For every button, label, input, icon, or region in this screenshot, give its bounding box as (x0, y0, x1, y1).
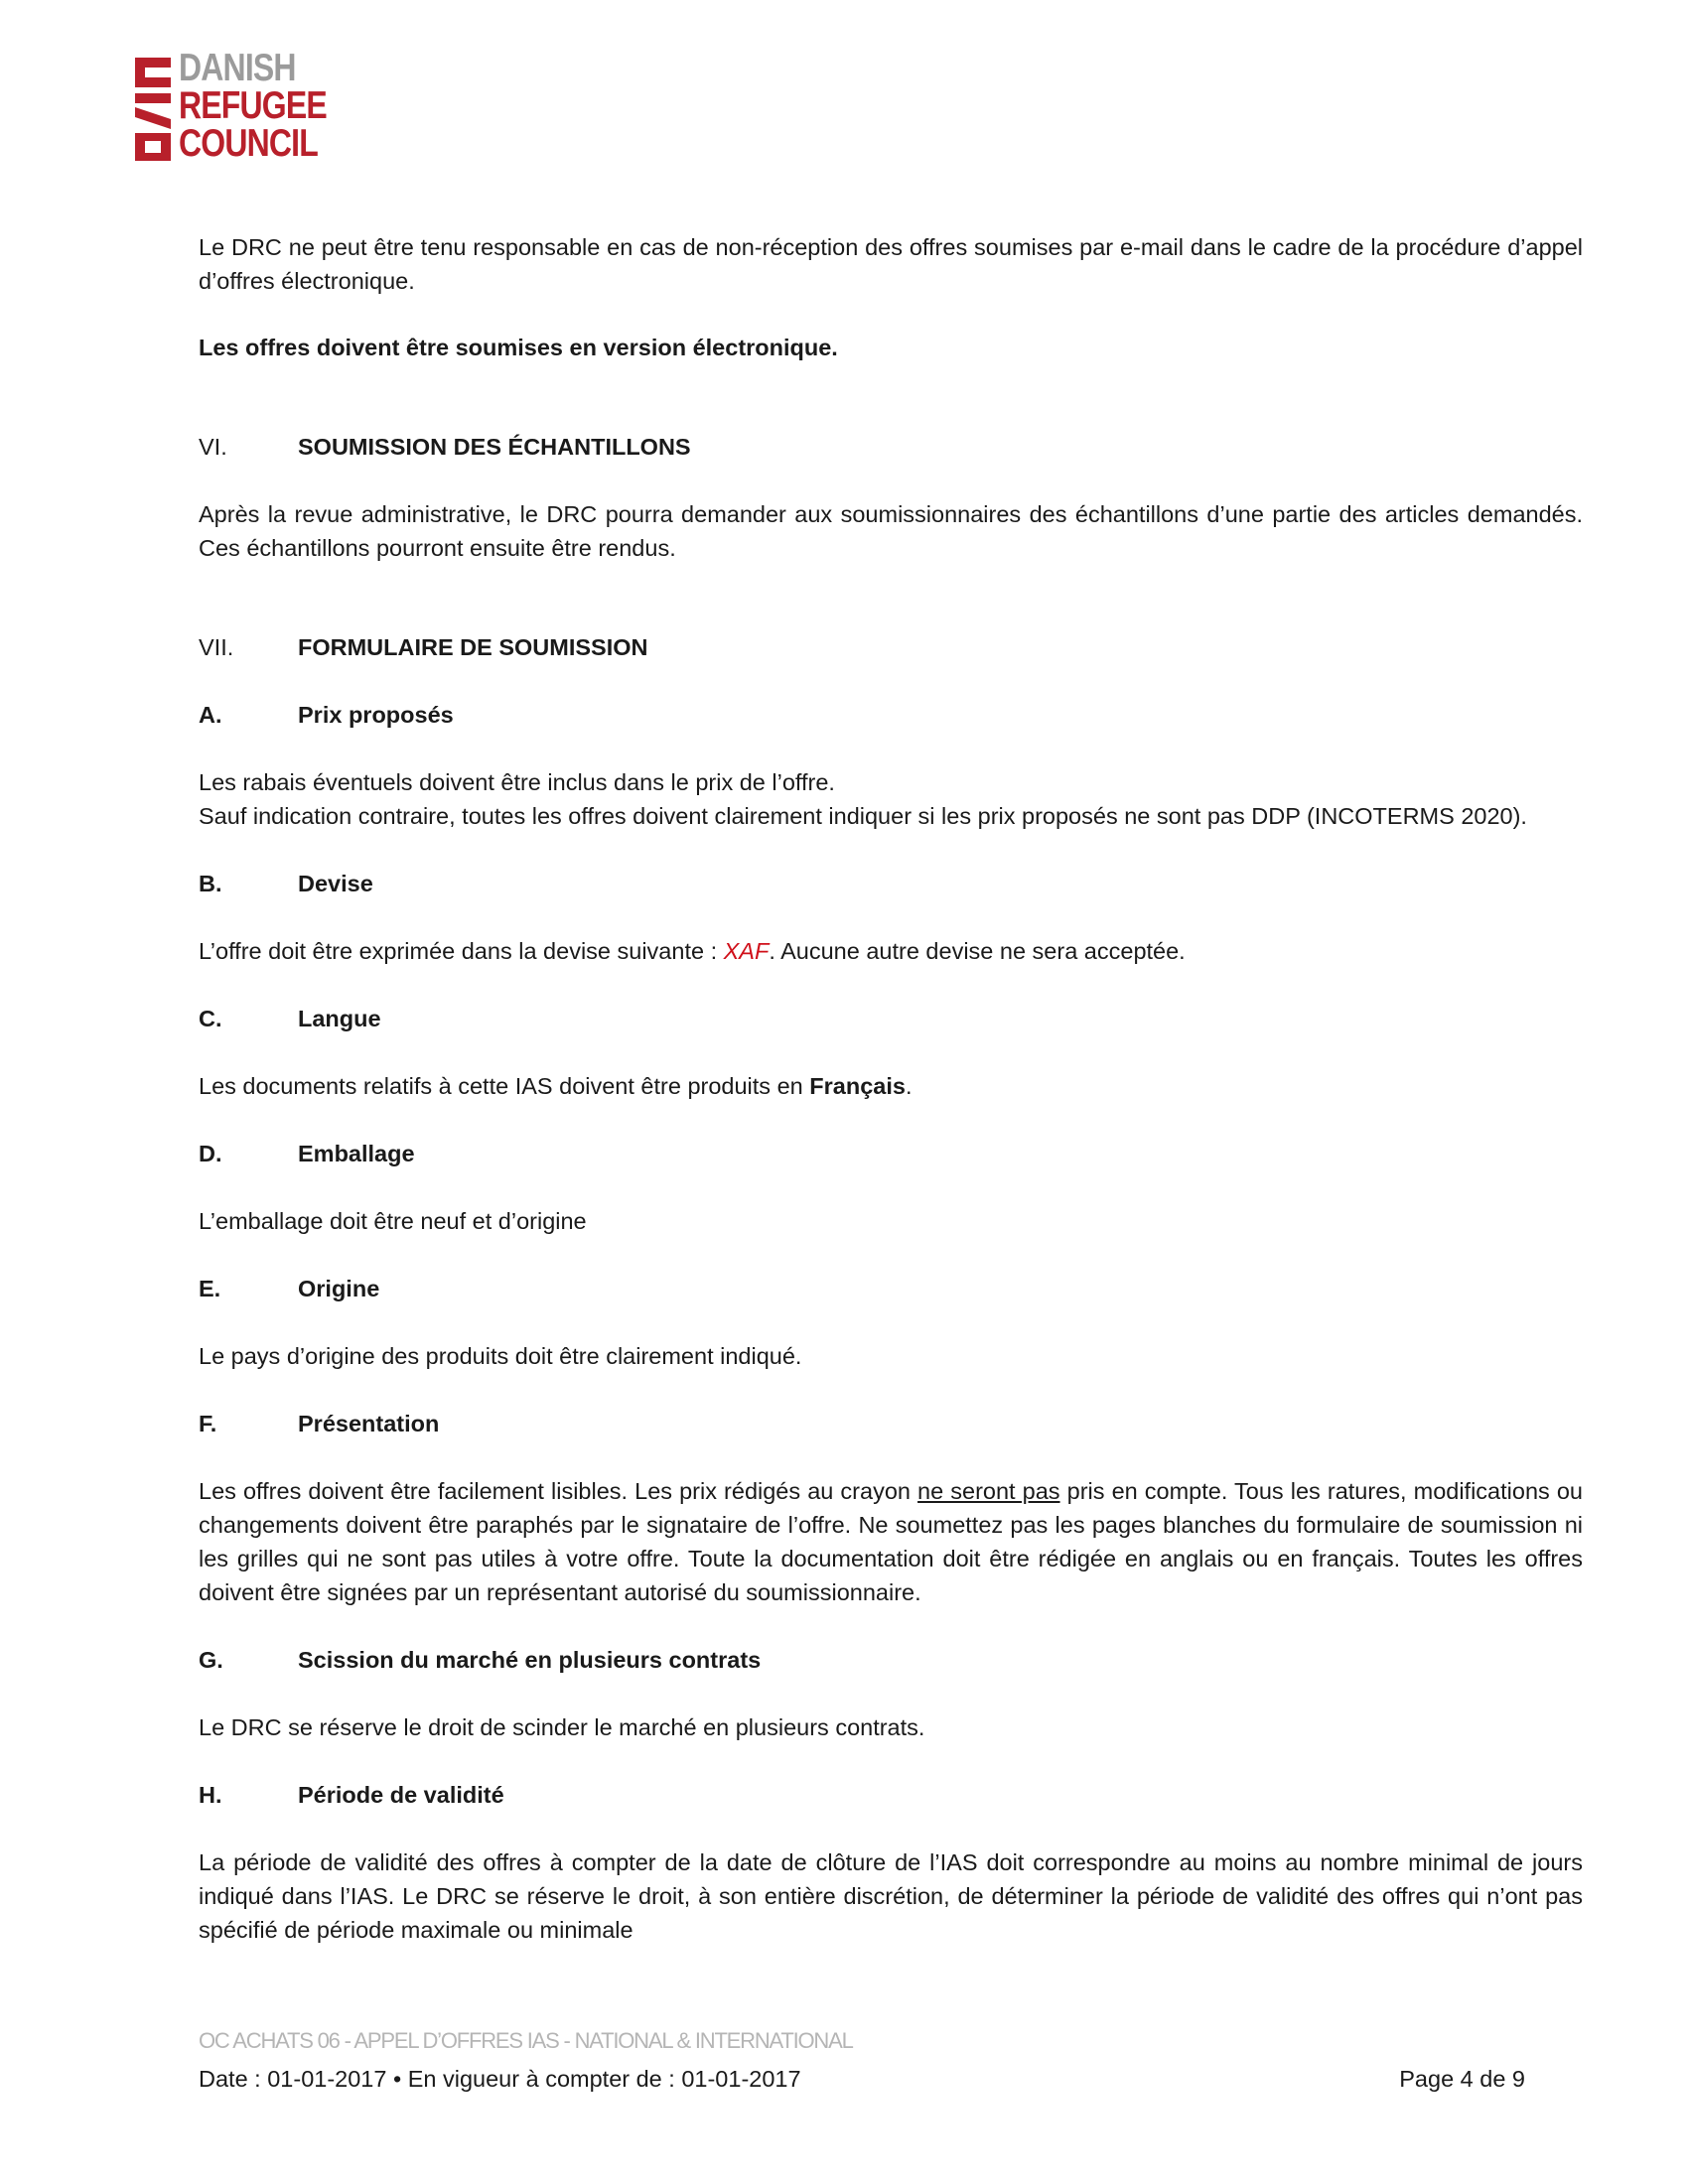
subsection-f-paragraph (199, 1474, 1583, 1609)
subsection-heading-f (199, 1407, 1583, 1440)
subsection-heading-g (199, 1643, 1583, 1677)
logo-line-council: COUNCIL (179, 122, 318, 165)
subsection-d-paragraph: L’emballage doit être neuf et d’origine (199, 1208, 587, 1234)
subsection-heading-a (199, 698, 1583, 732)
footer (199, 2062, 1525, 2096)
presentation-underlined: ne seront pas (917, 1478, 1060, 1504)
drc-logo (131, 47, 340, 169)
section-heading-vii (199, 630, 1583, 664)
intro-bold-paragraph: Les offres doivent être soumises en version électronique. (199, 335, 838, 360)
section-number: VII. (199, 634, 234, 660)
subsection-e-paragraph: Le pays d’origine des produits doit être clairement indiqué. (199, 1343, 802, 1369)
subsection-letter: E. (199, 1276, 221, 1301)
subsection-a-line-2: Sauf indication contraire, toutes les offres doivent clairement indiquer si les prix proposés ne sont pas DDP (INCOTERMS 2020). (199, 803, 1527, 829)
subsection-letter: B. (199, 871, 222, 896)
subsection-heading-e (199, 1272, 1583, 1305)
section-number: VI. (199, 434, 227, 460)
section-title: FORMULAIRE DE SOUMISSION (298, 634, 648, 660)
language-value: Français (809, 1073, 906, 1099)
subsection-heading-d (199, 1137, 1583, 1170)
subsection-h-paragraph: La période de validité des offres à compter de la date de clôture de l’IAS doit correspondre au moins au nombre minimal de jours indiqué dans l’IAS. Le DRC se réserve le droit, à son entière discrétion, de déterminer la période de validité des offres qui n’ont pas spécifié de période maximale ou minimale (199, 1849, 1583, 1943)
subsection-b-paragraph (199, 934, 1583, 968)
logo-line-refugee: REFUGEE (179, 84, 327, 127)
subsection-title: Période de validité (298, 1782, 504, 1808)
language-text-post: . (905, 1073, 913, 1099)
section-title: SOUMISSION DES ÉCHANTILLONS (298, 434, 691, 460)
logo-line-danish: DANISH (179, 47, 296, 89)
presentation-text-pre: Les offres doivent être facilement lisibles. Les prix rédigés au crayon (199, 1478, 918, 1504)
subsection-title: Scission du marché en plusieurs contrats (298, 1647, 762, 1673)
document-body (199, 230, 1583, 1947)
subsection-heading-c (199, 1002, 1583, 1035)
section-heading-vi (199, 430, 1583, 464)
footer-date: Date : 01-01-2017 • En vigueur à compter de : 01-01-2017 (199, 2066, 801, 2092)
subsection-title: Devise (298, 871, 373, 896)
currency-value: XAF (723, 938, 770, 964)
subsection-letter: C. (199, 1006, 222, 1031)
currency-text-post: . Aucune autre devise ne sera acceptée. (769, 938, 1186, 964)
logo-wordmark (179, 47, 338, 165)
subsection-letter: A. (199, 702, 222, 728)
currency-text-pre: L’offre doit être exprimée dans la devise suivante : (199, 938, 724, 964)
presentation-text-post: pris en compte. Tous les ratures, modifications ou changements doivent être paraphés par le signataire de l’offre. Ne soumettez pas les pages blanches du formulaire de soumission ni les grilles qui ne sont pas utiles à votre offre. Toute la documentation doit être rédigée en anglais ou en français. Toutes les offres doivent être signées par un représentant autorisé du soumissionnaire. (199, 1478, 1583, 1605)
subsection-title: Prix proposés (298, 702, 454, 728)
subsection-title: Présentation (298, 1411, 440, 1436)
subsection-title: Emballage (298, 1141, 415, 1166)
subsection-c-paragraph (199, 1069, 1583, 1103)
subsection-letter: H. (199, 1782, 222, 1808)
subsection-title: Origine (298, 1276, 380, 1301)
subsection-heading-h (199, 1778, 1583, 1812)
subsection-letter: D. (199, 1141, 222, 1166)
subsection-a-line-1: Les rabais éventuels doivent être inclus dans le prix de l’offre. (199, 769, 835, 795)
subsection-title: Langue (298, 1006, 381, 1031)
subsection-letter: F. (199, 1411, 217, 1436)
language-text-pre: Les documents relatifs à cette IAS doivent être produits en (199, 1073, 810, 1099)
footer-page-number: Page 4 de 9 (1399, 2066, 1525, 2092)
intro-paragraph: Le DRC ne peut être tenu responsable en cas de non-réception des offres soumises par e-mail dans le cadre de la procédure d’appel d’offres électronique. (199, 234, 1583, 294)
subsection-heading-b (199, 867, 1583, 900)
subsection-g-paragraph: Le DRC se réserve le droit de scinder le marché en plusieurs contrats. (199, 1714, 925, 1740)
drc-vertical-letters-icon (131, 50, 175, 165)
subsection-letter: G. (199, 1647, 223, 1673)
section-vi-paragraph: Après la revue administrative, le DRC pourra demander aux soumissionnaires des échantillons d’une partie des articles demandés. Ces échantillons pourront ensuite être rendus. (199, 501, 1583, 561)
footer-document-title: OC ACHATS 06 - APPEL D’OFFRES IAS - NATIONAL & INTERNATIONAL (199, 2028, 853, 2053)
